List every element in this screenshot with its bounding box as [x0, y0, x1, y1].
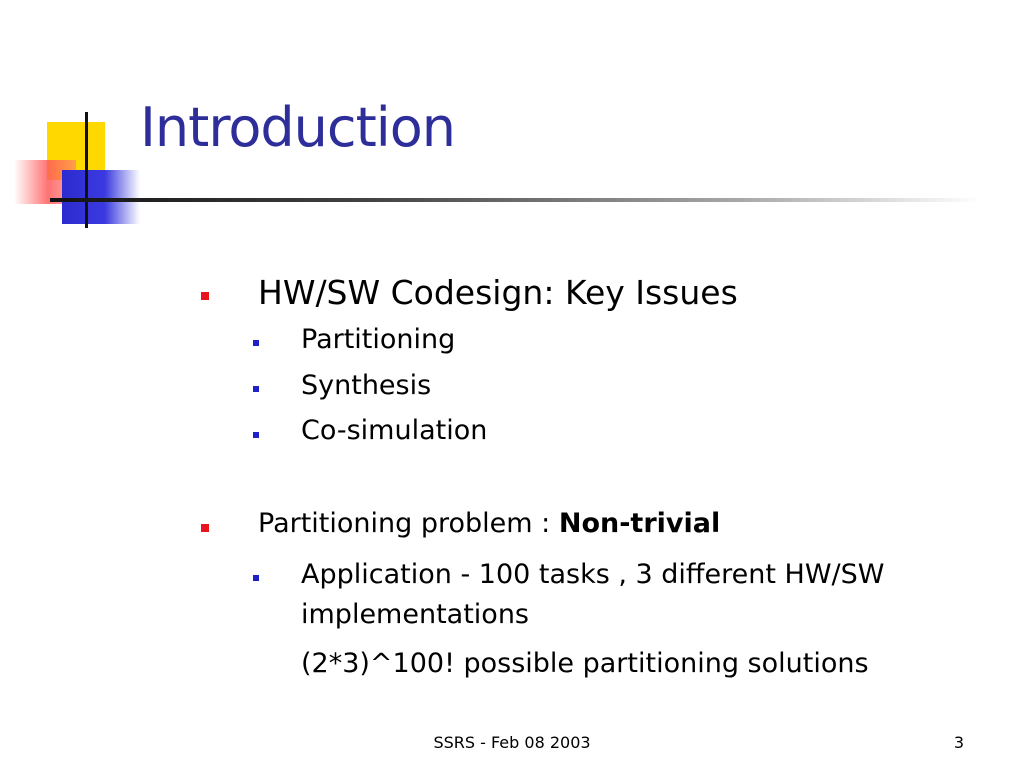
bullet-text [258, 507, 720, 541]
decoration-blue-square [62, 170, 140, 224]
bullet-marker-level2 [253, 432, 259, 438]
bullet-marker-level1 [201, 292, 209, 300]
bullet-text-emphasis: Non-trivial [558, 508, 721, 539]
bullet-text: HW/SW Codesign: Key Issues [258, 273, 738, 312]
sub-bullet-text: Co-simulation [301, 415, 488, 446]
sub-bullet-text-continued: implementations [301, 599, 529, 630]
sub-bullet-note: (2*3)^100! possible partitioning solutions [301, 648, 869, 679]
slide-title: Introduction [140, 96, 456, 159]
bullet-marker-level2 [253, 386, 259, 392]
bullet-marker-level2 [253, 575, 259, 581]
bullet-marker-level1 [201, 524, 209, 532]
sub-bullet-text: Synthesis [301, 370, 432, 401]
title-decoration [0, 0, 140, 240]
sub-bullet-text: Partitioning [301, 324, 456, 355]
title-underline [50, 198, 980, 202]
bullet-text-prefix: Partitioning problem : [258, 508, 559, 539]
bullet-marker-level2 [253, 340, 259, 346]
decoration-vertical-line [85, 112, 88, 228]
page-number: 3 [953, 733, 964, 752]
sub-bullet-text: Application - 100 tasks , 3 different HW/SW [301, 559, 885, 590]
footer-text: SSRS - Feb 08 2003 [433, 733, 591, 752]
